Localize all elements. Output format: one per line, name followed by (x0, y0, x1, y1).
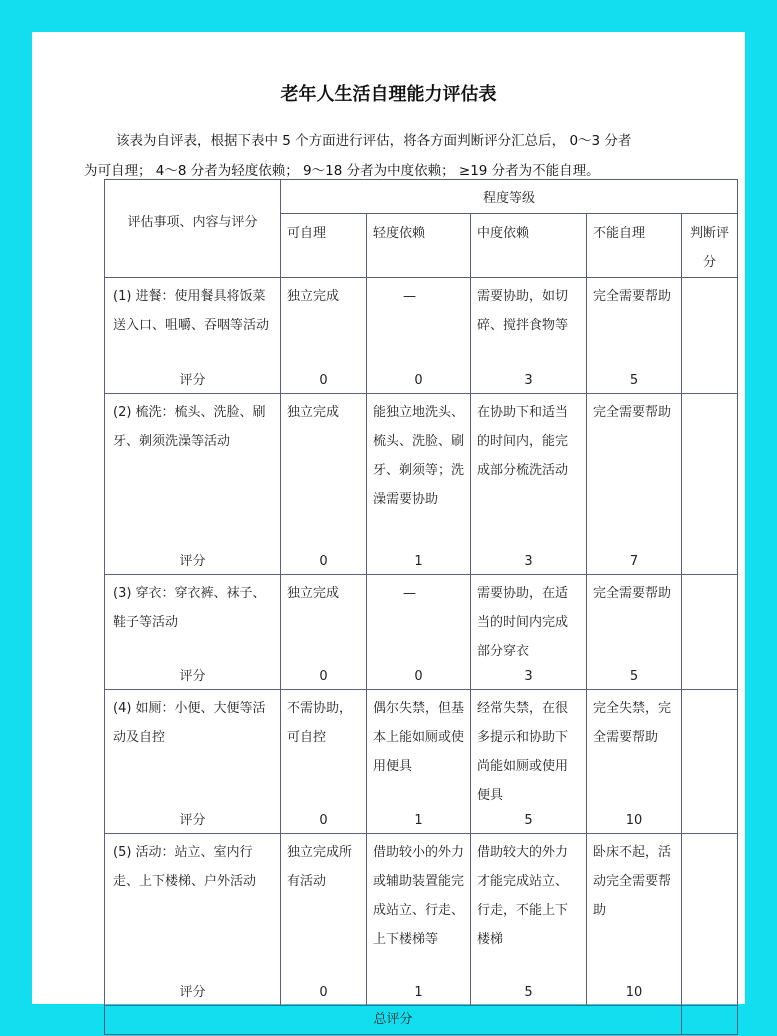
judge-score-cell (682, 394, 738, 575)
level-text: 需要协助，在适当的时间内完成部分穿衣 (477, 586, 569, 659)
table-row (105, 278, 738, 394)
table-row (105, 690, 738, 834)
level-cell (367, 834, 471, 1006)
table-row (105, 394, 738, 575)
level-cell (471, 575, 587, 690)
level-cell (281, 690, 367, 834)
intro-line-2: 为可自理； 4～8 分者为轻度依赖； 9～18 分者为中度依赖； ≥19 分者为不能自理。 (84, 163, 600, 179)
score-label: 评分 (179, 554, 206, 569)
total-score-cell (682, 1006, 738, 1035)
level-text: 完全需要帮助 (593, 405, 672, 420)
level-cell (587, 394, 682, 575)
header-eval-item: 评估事项、内容与评分 (105, 180, 281, 278)
item-description: (1) 进餐：使用餐具将饭菜送入口、咀嚼、吞咽等活动 (113, 289, 270, 333)
score-value: 0 (319, 373, 328, 388)
level-text: 独立完成 (287, 289, 340, 304)
header-level-moderate: 中度依赖 (471, 214, 587, 278)
score-value: 0 (319, 813, 328, 828)
score-value: 0 (319, 985, 328, 1000)
score-value: 7 (629, 554, 639, 569)
assessment-table (104, 179, 738, 1035)
header-level-self-care: 可自理 (281, 214, 367, 278)
judge-score-cell (682, 690, 738, 834)
score-value: 0 (319, 669, 328, 684)
score-label: 评分 (179, 813, 206, 828)
level-text: 完全需要帮助 (593, 586, 672, 601)
level-cell (587, 278, 682, 394)
score-value: 0 (414, 669, 423, 684)
score-value: 10 (625, 813, 643, 828)
judge-score-cell (682, 278, 738, 394)
item-cell (105, 834, 281, 1006)
item-cell (105, 690, 281, 834)
table-row (105, 575, 738, 690)
score-value: 1 (414, 813, 423, 828)
item-cell (105, 394, 281, 575)
score-label: 评分 (179, 669, 206, 684)
level-cell (471, 834, 587, 1006)
score-value: 1 (414, 554, 423, 569)
score-value: 0 (414, 373, 423, 388)
total-row (105, 1006, 738, 1035)
level-text: 能独立地洗头、梳头、洗脸、刷牙、剃须等；洗澡需要协助 (373, 405, 465, 507)
header-degree: 程度等级 (281, 180, 738, 214)
page-title: 老年人生活自理能力评估表 (280, 84, 497, 105)
level-cell (281, 834, 367, 1006)
item-description: (4) 如厕：小便、大便等活动及自控 (113, 701, 266, 745)
level-cell (471, 278, 587, 394)
level-text: 独立完成 (287, 405, 340, 420)
header-level-mild: 轻度依赖 (367, 214, 471, 278)
score-value: 0 (319, 554, 328, 569)
level-cell (281, 394, 367, 575)
level-cell (471, 690, 587, 834)
header-level-unable: 不能自理 (587, 214, 682, 278)
level-cell (587, 834, 682, 1006)
header-row-top (105, 180, 738, 214)
item-cell (105, 575, 281, 690)
level-cell (471, 394, 587, 575)
level-text: 独立完成所有活动 (287, 845, 353, 889)
intro-line-1: 该表为自评表，根据下表中 5 个方面进行评估，将各方面判断评分汇总后， 0～3 分者 (116, 133, 632, 149)
level-cell (587, 690, 682, 834)
level-text: 不需协助，可自控 (287, 701, 353, 745)
level-text: 借助较大的外力才能完成站立、行走，不能上下楼梯 (477, 845, 569, 947)
total-score-label: 总评分 (105, 1006, 682, 1035)
score-value: 3 (524, 554, 533, 569)
level-cell (587, 575, 682, 690)
item-description: (5) 活动：站立、室内行走、上下楼梯、户外活动 (113, 845, 257, 889)
judge-score-cell (682, 575, 738, 690)
header-judge-score: 判断评分 (682, 214, 738, 278)
level-text: 借助较小的外力或辅助装置能完成站立、行走、上下楼梯等 (373, 845, 465, 947)
score-value: 1 (414, 985, 423, 1000)
level-cell (281, 575, 367, 690)
level-text: 独立完成 (287, 586, 340, 601)
item-description: (2) 梳洗：梳头、洗脸、刷牙、剃须洗澡等活动 (113, 405, 266, 449)
table-row (105, 834, 738, 1006)
level-text: — (403, 586, 416, 601)
score-value: 5 (629, 373, 639, 388)
score-label: 评分 (179, 985, 206, 1000)
item-cell (105, 278, 281, 394)
level-text: 需要协助，如切碎、搅拌食物等 (477, 289, 569, 333)
score-value: 3 (524, 669, 533, 684)
score-value: 3 (524, 373, 533, 388)
level-cell (281, 278, 367, 394)
level-cell (367, 394, 471, 575)
score-value: 5 (524, 985, 533, 1000)
level-text: — (403, 289, 416, 304)
level-cell (367, 690, 471, 834)
level-text: 偶尔失禁，但基本上能如厕或使用便具 (373, 701, 465, 774)
score-value: 5 (524, 813, 533, 828)
score-value: 5 (629, 669, 639, 684)
level-cell (367, 575, 471, 690)
item-description: (3) 穿衣：穿衣裤、袜子、鞋子等活动 (113, 586, 266, 630)
document-sheet (32, 32, 745, 1027)
score-label: 评分 (179, 373, 206, 388)
level-text: 卧床不起，活动完全需要帮助 (593, 845, 672, 918)
judge-score-cell (682, 834, 738, 1006)
level-text: 完全需要帮助 (593, 289, 672, 304)
level-text: 在协助下和适当的时间内，能完成部分梳洗活动 (477, 405, 569, 478)
level-text: 完全失禁，完全需要帮助 (593, 701, 672, 745)
level-text: 经常失禁，在很多提示和协助下尚能如厕或使用便具 (477, 701, 569, 803)
level-cell (367, 278, 471, 394)
score-value: 10 (625, 985, 643, 1000)
intro-paragraph (84, 126, 744, 186)
